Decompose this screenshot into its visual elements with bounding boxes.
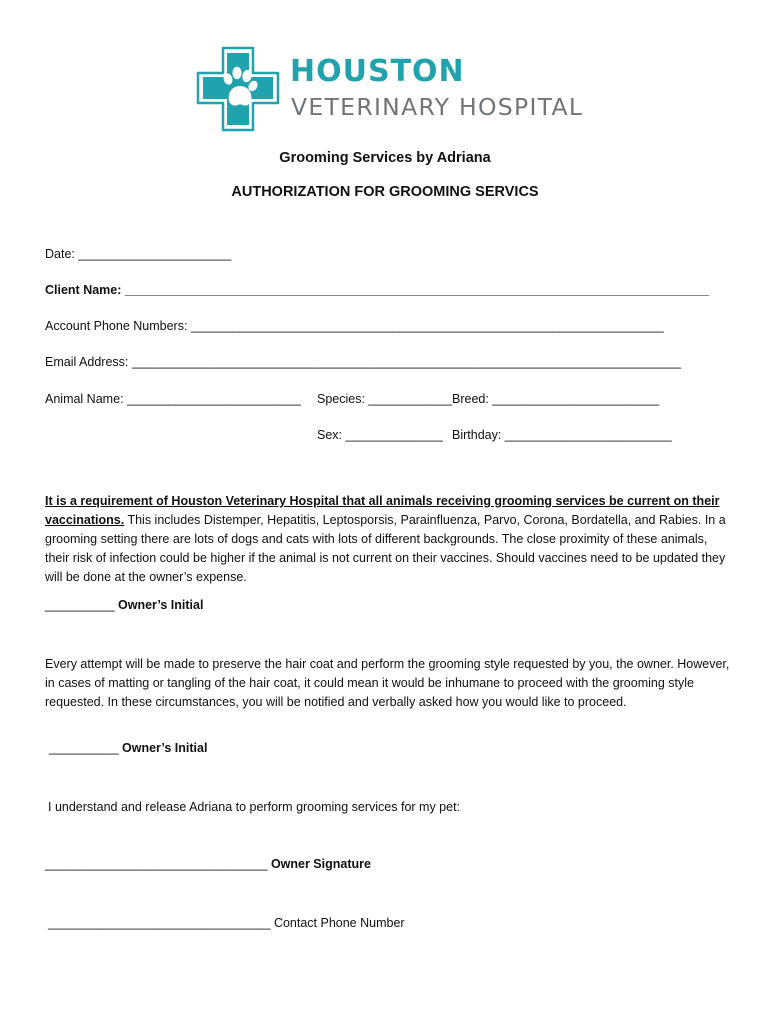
vaccination-initial[interactable] xyxy=(45,598,203,612)
signature-blank[interactable]: ________________________________ xyxy=(45,857,268,871)
signature-label: Owner Signature xyxy=(267,857,371,871)
logo-name: HOUSTON xyxy=(290,54,465,89)
release-statement: I understand and release Adriana to perform grooming services for my pet: xyxy=(48,800,461,814)
client-name-field[interactable]: Client Name: ____________________________________________________________________________________ xyxy=(45,283,709,297)
initial-blank[interactable]: __________ xyxy=(49,741,119,755)
birthday-field[interactable]: Birthday: ________________________ xyxy=(452,428,672,442)
account-phone-field[interactable]: Account Phone Numbers: ____________________________________________________________________ xyxy=(45,319,664,333)
form-title: Grooming Services by Adriana xyxy=(279,150,491,166)
animal-name-field[interactable]: Animal Name: _________________________ xyxy=(45,392,301,406)
sex-field[interactable]: Sex: ______________ xyxy=(317,428,443,442)
species-field[interactable]: Species: ____________ xyxy=(317,392,452,406)
date-field[interactable]: Date: ______________________ xyxy=(45,247,232,261)
initial-blank[interactable]: __________ xyxy=(45,598,115,612)
contact-label: Contact Phone Number xyxy=(270,916,405,930)
paw-cross-icon xyxy=(196,46,280,132)
form-subtitle: AUTHORIZATION FOR GROOMING SERVICS xyxy=(231,184,539,200)
contact-phone-line[interactable] xyxy=(48,916,405,930)
vaccination-details: This includes Distemper, Hepatitis, Leptosporsis, Parainfluenza, Parvo, Corona, Bordatella, and Rabies. In a grooming setting there are lots of dogs and cats with lots of different backgrounds. The close proximity of these animals, their risk of infection could be higher if the animal is not current on their vaccines. Should vaccines need to be updated they will be done at the owner’s expense. xyxy=(45,513,726,584)
initial-label: Owner’s Initial xyxy=(118,741,208,755)
contact-blank[interactable]: ________________________________ xyxy=(48,916,271,930)
haircoat-paragraph: Every attempt will be made to preserve the hair coat and perform the grooming style requested by you, the owner. However, in cases of matting or tangling of the hair coat, it could mean it would be inhumane to proceed with the grooming style requested. In these circumstances, you will be notified and verbally asked how you would like to proceed. xyxy=(45,657,730,709)
breed-field[interactable]: Breed: ________________________ xyxy=(452,392,660,406)
logo-subtitle: VETERINARY HOSPITAL xyxy=(291,93,584,121)
vaccination-paragraph xyxy=(45,492,735,587)
haircoat-initial[interactable] xyxy=(49,741,207,755)
email-field[interactable]: Email Address: _______________________________________________________________________________ xyxy=(45,355,682,369)
hospital-logo xyxy=(196,46,584,136)
initial-label: Owner’s Initial xyxy=(114,598,204,612)
owner-signature-line[interactable] xyxy=(45,857,371,871)
vaccination-requirement: It is a requirement of Houston Veterinary Hospital that all animals receiving grooming services be current on their vaccinations. xyxy=(45,494,720,527)
